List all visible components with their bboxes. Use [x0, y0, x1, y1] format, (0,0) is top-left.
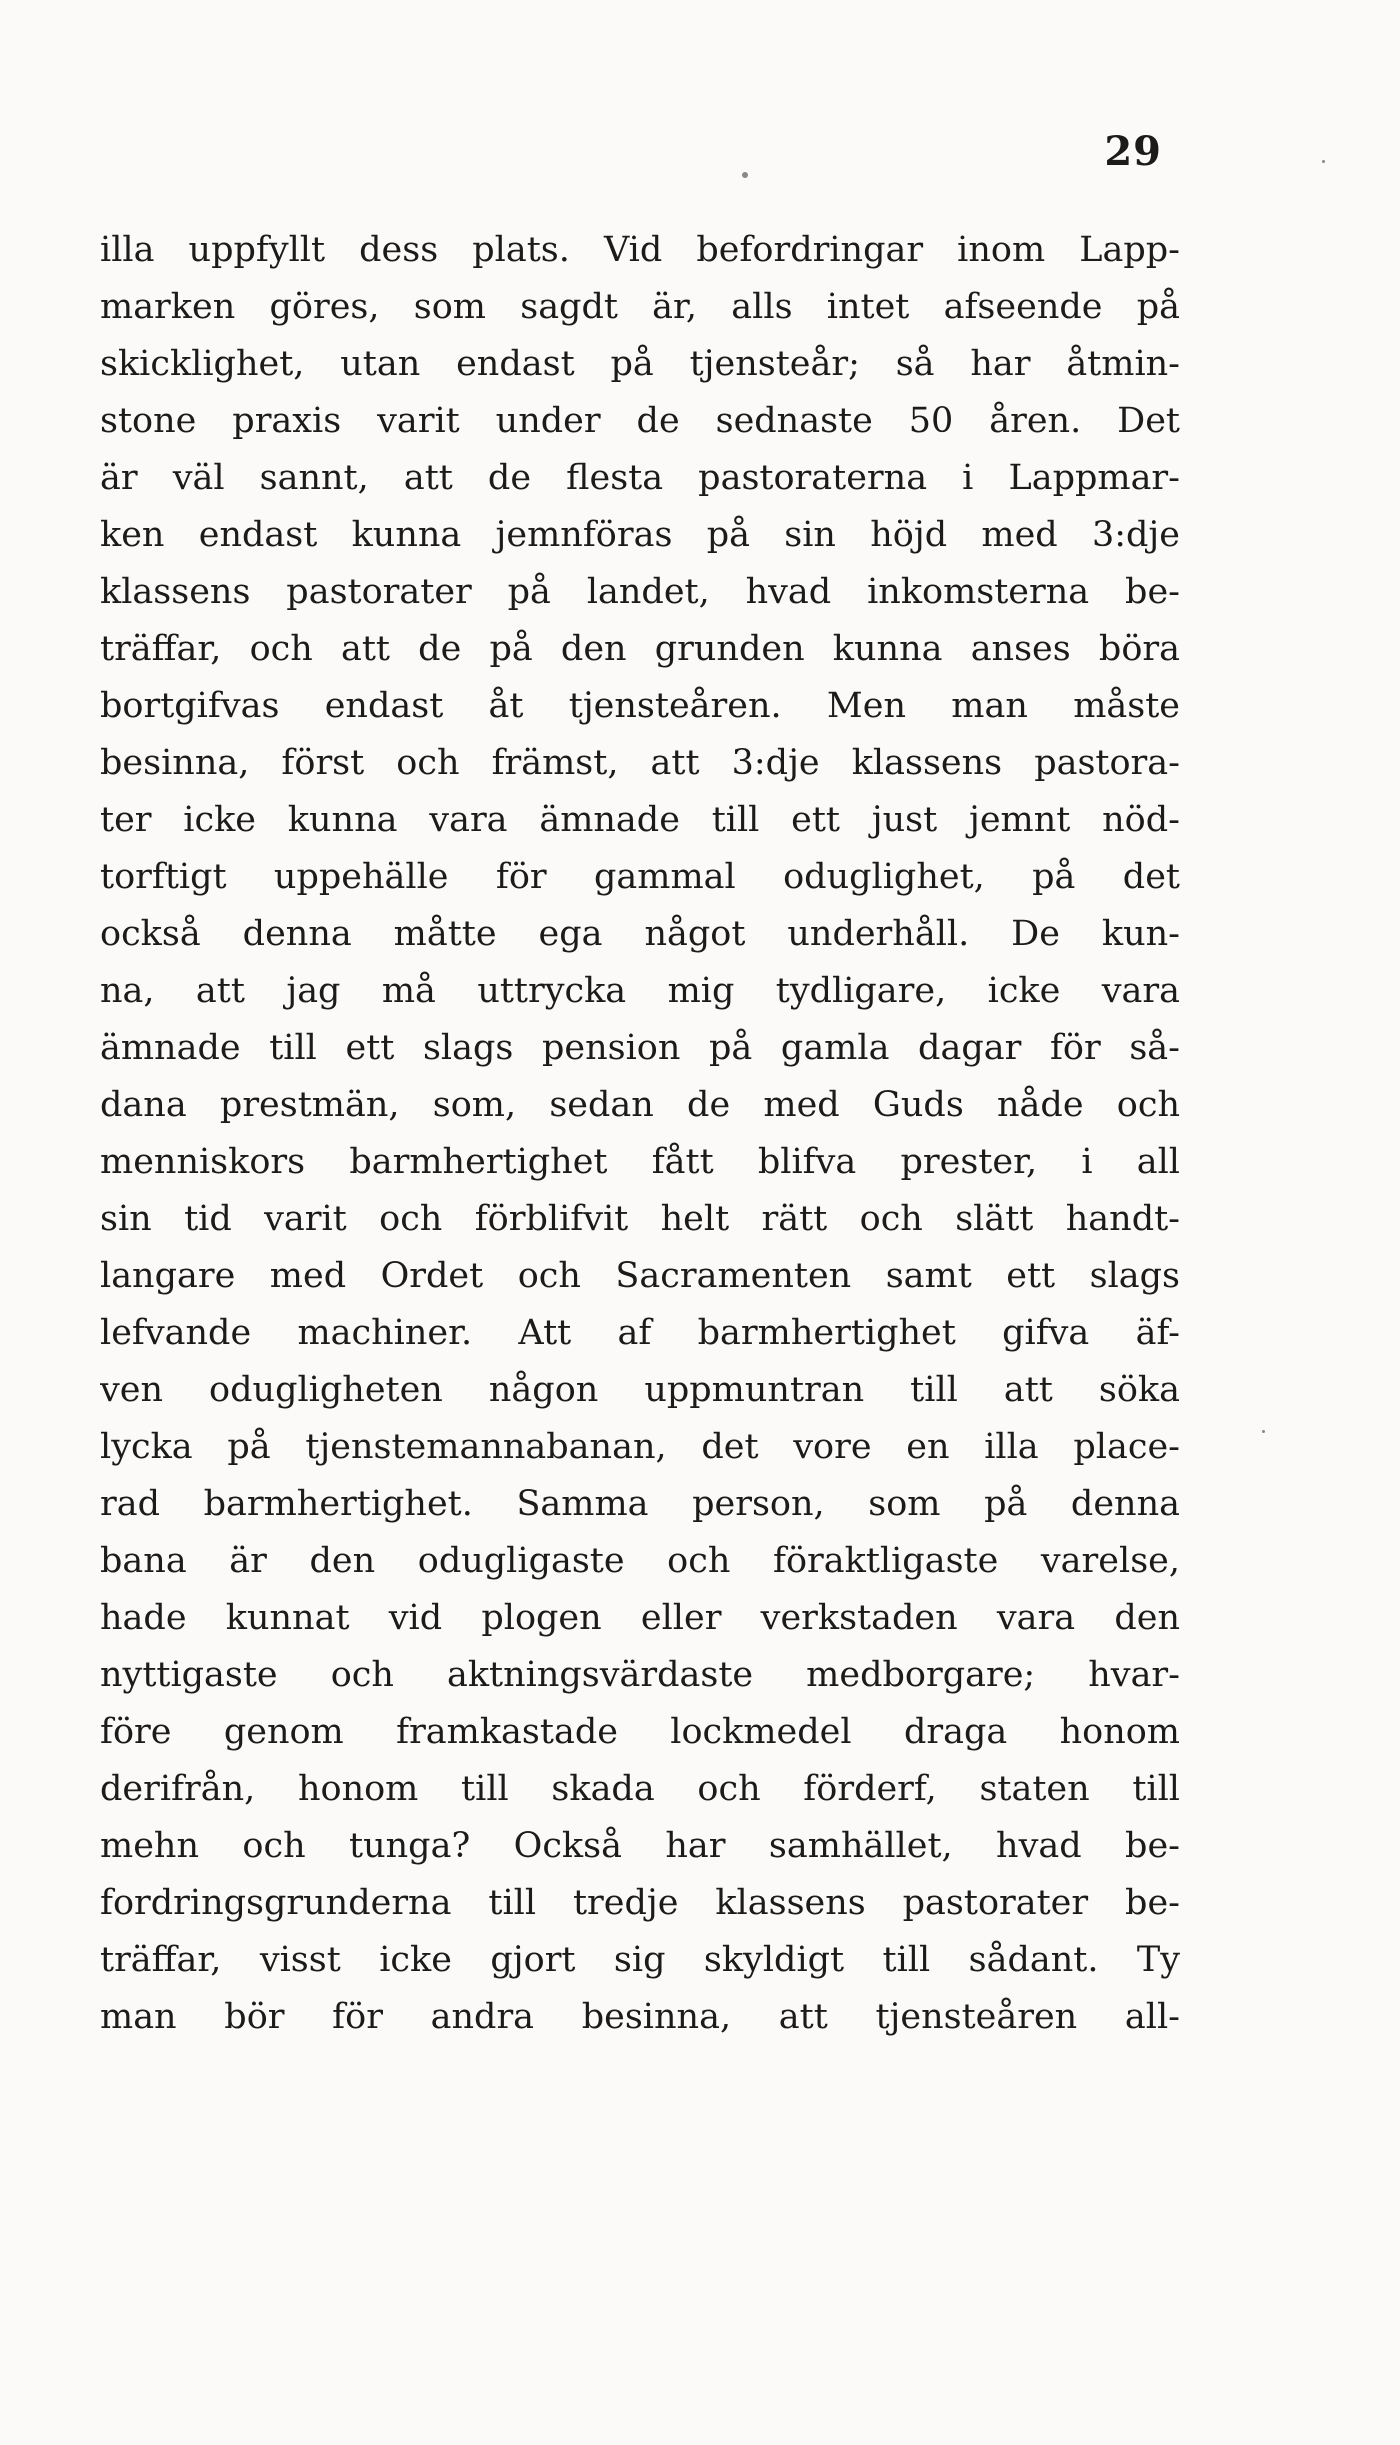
page-number: 29 — [1104, 128, 1162, 175]
scan-speck — [1322, 160, 1325, 163]
text-line: ter icke kunna vara ämnade till ett just jemnt nöd- — [100, 800, 1180, 840]
text-line: hade kunnat vid plogen eller verkstaden vara den — [100, 1598, 1180, 1638]
text-line: langare med Ordet och Sacramenten samt ett slags — [100, 1256, 1180, 1296]
text-line: stone praxis varit under de sednaste 50 åren. Det — [100, 401, 1180, 441]
text-line: träffar, visst icke gjort sig skyldigt till sådant. Ty — [100, 1940, 1180, 1980]
scan-speck — [742, 172, 748, 178]
text-line: också denna måtte ega något underhåll. De kun- — [100, 914, 1180, 954]
text-line: dana prestmän, som, sedan de med Guds nåde och — [100, 1085, 1180, 1125]
text-line: träffar, och att de på den grunden kunna anses böra — [100, 629, 1180, 669]
text-line: man bör för andra besinna, att tjensteåren all- — [100, 1997, 1180, 2037]
text-line: är väl sannt, att de flesta pastoraterna i Lappmar- — [100, 458, 1180, 498]
text-line: derifrån, honom till skada och förderf, staten till — [100, 1769, 1180, 1809]
text-line: marken göres, som sagdt är, alls intet afseende på — [100, 287, 1180, 327]
text-line: besinna, först och främst, att 3:dje klassens pastora- — [100, 743, 1180, 783]
text-line: sin tid varit och förblifvit helt rätt och slätt handt- — [100, 1199, 1180, 1239]
text-line: fordringsgrunderna till tredje klassens pastorater be- — [100, 1883, 1180, 1923]
text-line: rad barmhertighet. Samma person, som på denna — [100, 1484, 1180, 1524]
text-line: na, att jag må uttrycka mig tydligare, icke vara — [100, 971, 1180, 1011]
text-line: mehn och tunga? Också har samhället, hvad be- — [100, 1826, 1180, 1866]
text-line: nyttigaste och aktningsvärdaste medborgare; hvar- — [100, 1655, 1180, 1695]
scan-speck — [1262, 1430, 1265, 1433]
text-line: lycka på tjenstemannabanan, det vore en illa place- — [100, 1427, 1180, 1467]
body-text — [100, 222, 1180, 2046]
text-line: bana är den odugligaste och föraktligaste varelse, — [100, 1541, 1180, 1581]
text-line: illa uppfyllt dess plats. Vid befordringar inom Lapp- — [100, 230, 1180, 270]
text-line: torftigt uppehälle för gammal oduglighet, på det — [100, 857, 1180, 897]
text-line: bortgifvas endast åt tjensteåren. Men man måste — [100, 686, 1180, 726]
text-line: klassens pastorater på landet, hvad inkomsterna be- — [100, 572, 1180, 612]
text-line: ven odugligheten någon uppmuntran till att söka — [100, 1370, 1180, 1410]
text-line: före genom framkastade lockmedel draga honom — [100, 1712, 1180, 1752]
text-line: skicklighet, utan endast på tjensteår; så har åtmin- — [100, 344, 1180, 384]
text-line: lefvande machiner. Att af barmhertighet gifva äf- — [100, 1313, 1180, 1353]
text-line: menniskors barmhertighet fått blifva prester, i all — [100, 1142, 1180, 1182]
text-line: ken endast kunna jemnföras på sin höjd med 3:dje — [100, 515, 1180, 555]
text-line: ämnade till ett slags pension på gamla dagar för så- — [100, 1028, 1180, 1068]
